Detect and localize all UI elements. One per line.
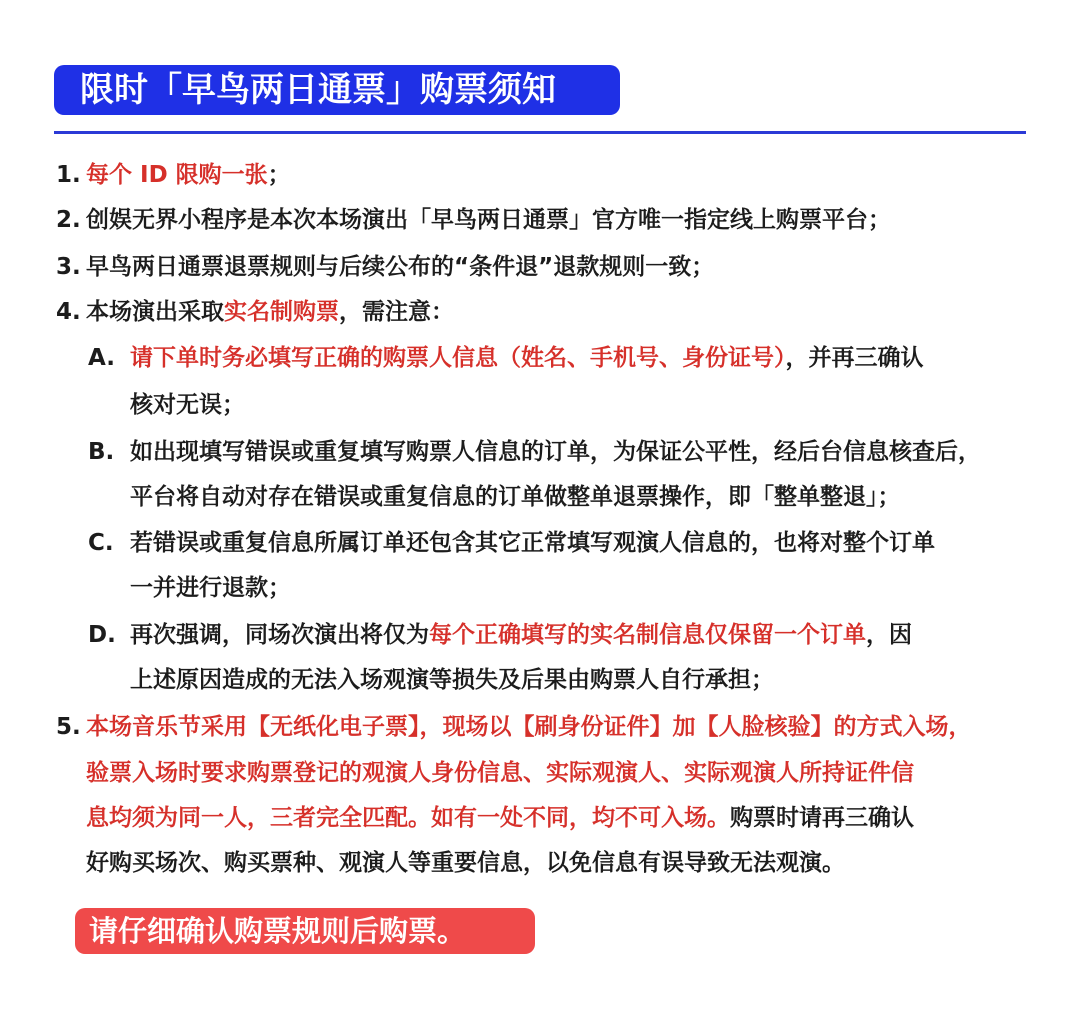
list-number: 5. (56, 714, 81, 740)
item-text: 如出现填写错误或重复填写购票人信息的订单，为保证公平性，经后台信息核查后， (130, 439, 981, 465)
list-number: 4. (56, 299, 81, 325)
highlight-text: 实名制购票 (224, 299, 339, 325)
page-title: 限时「早鸟两日通票」购票须知 (54, 65, 620, 115)
sub-item-d-continuation: 上述原因造成的无法入场观演等损失及后果由购票人自行承担； (130, 667, 774, 693)
highlight-text: 每个 ID 限购一张 (86, 162, 268, 188)
item-text: 早鸟两日通票退票规则与后续公布的“条件退”退款规则一致； (86, 254, 715, 280)
sub-item-b-continuation: 平台将自动对存在错误或重复信息的订单做整单退票操作，即「整单整退」； (130, 484, 901, 510)
list-item-5-continuation: 好购买场次、购买票种、观演人等重要信息，以免信息有误导致无法观演。 (86, 850, 845, 876)
sub-item-letter: B. (88, 439, 115, 465)
sub-item-a-continuation: 核对无误； (130, 392, 245, 418)
highlight-text: 每个正确填写的实名制信息仅保留一个订单 (429, 622, 866, 648)
highlight-text: 本场音乐节采用【无纸化电子票】，现场以【刷身份证件】加【人脸核验】的方式入场， (86, 714, 972, 740)
list-item-5-continuation: 验票入场时要求购票登记的观演人身份信息、实际观演人、实际观演人所持证件信 (86, 760, 914, 786)
item-text: 若错误或重复信息所属订单还包含其它正常填写观演人信息的，也将对整个订单 (130, 530, 935, 556)
title-divider (54, 131, 1026, 134)
list-number: 2. (56, 207, 81, 233)
sub-item-letter: C. (88, 530, 114, 556)
list-item-5-continuation: 息均须为同一人，三者完全匹配。如有一处不同，均不可入场。购票时请再三确认 (86, 805, 914, 831)
highlight-text: 请下单时务必填写正确的购票人信息（姓名、手机号、身份证号） (130, 345, 786, 371)
sub-item-c-continuation: 一并进行退款； (130, 575, 291, 601)
item-text: 创娱无界小程序是本次本场演出「早鸟两日通票」官方唯一指定线上购票平台； (86, 207, 891, 233)
list-number: 1. (56, 162, 81, 188)
highlight-text: 息均须为同一人，三者完全匹配。如有一处不同，均不可入场。 (86, 805, 730, 831)
sub-item-letter: D. (88, 622, 116, 648)
footer-reminder: 请仔细确认购票规则后购票。 (75, 908, 535, 954)
sub-item-letter: A. (88, 345, 115, 371)
list-number: 3. (56, 254, 81, 280)
